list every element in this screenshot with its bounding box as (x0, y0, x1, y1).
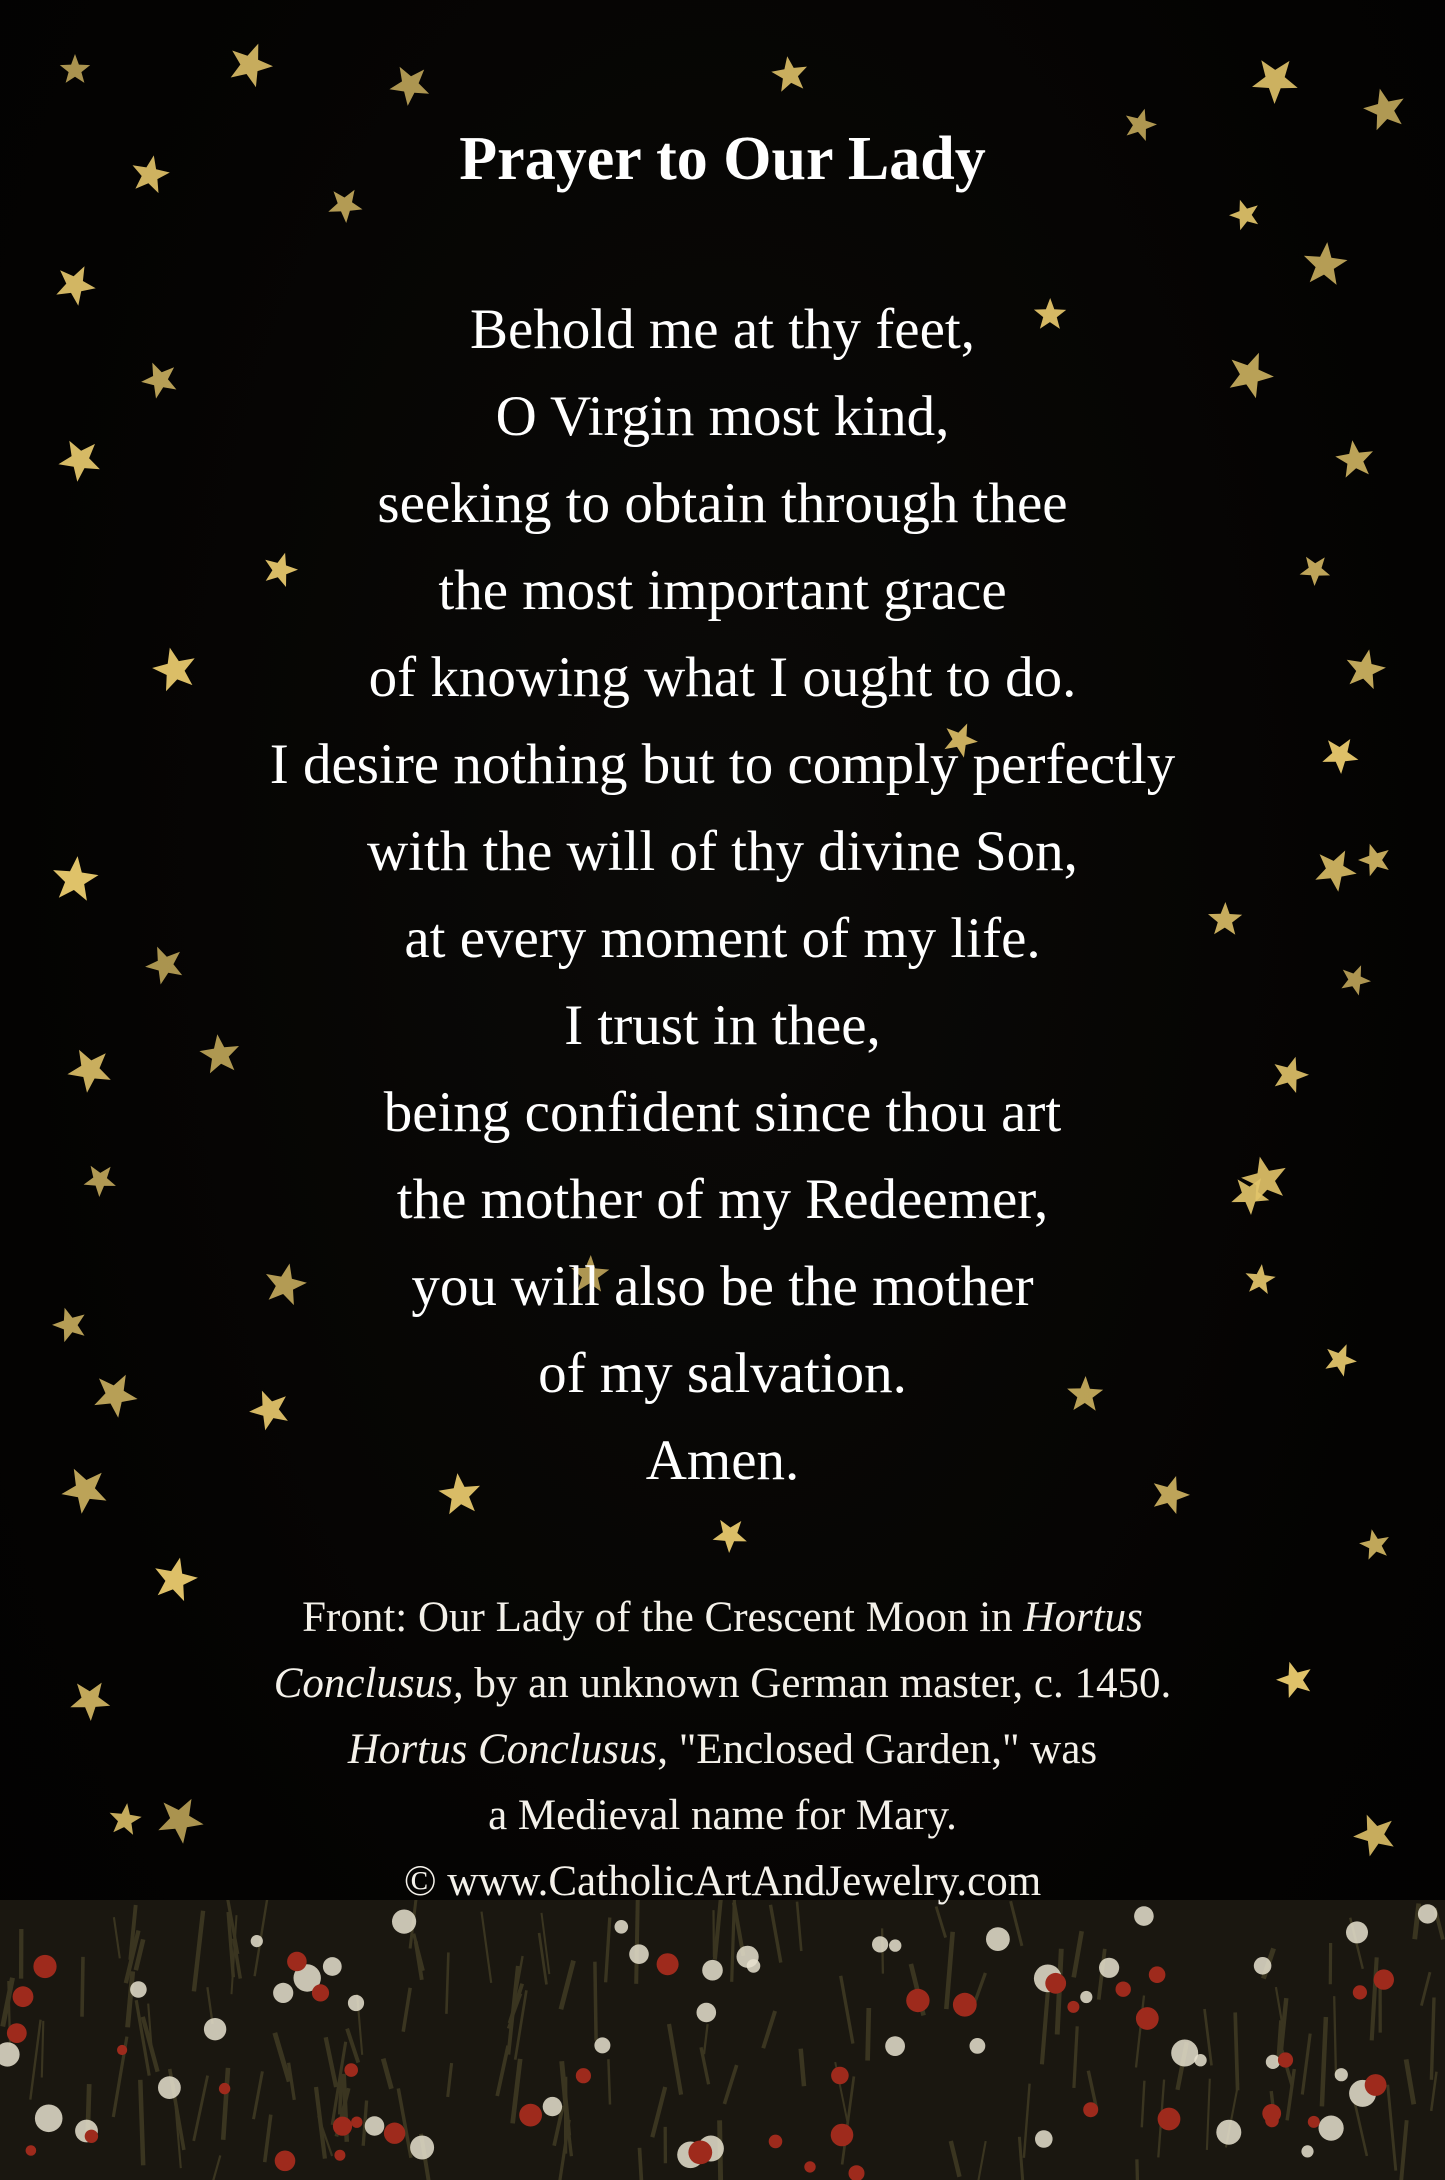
red-flower (344, 2063, 358, 2077)
star-decoration (1359, 1529, 1389, 1559)
red-flower (953, 1993, 977, 2017)
foliage-leaf (82, 1957, 83, 2017)
white-flower (970, 2038, 986, 2054)
white-flower (615, 1920, 629, 1934)
foliage-leaf (595, 1962, 596, 2041)
caption-text: Front: Our Lady of the Crescent Moon in (302, 1594, 1024, 1641)
garden-foliage-band (0, 1900, 1445, 2180)
red-flower (831, 2124, 854, 2147)
caption-line (0, 1651, 1445, 1717)
copyright-text: © www.CatholicArtAndJewelry.com (403, 1858, 1042, 1905)
image-caption (0, 1585, 1445, 1915)
red-flower (1116, 1982, 1131, 1997)
white-flower (1254, 1957, 1272, 1975)
prayer-line: being confident since thou art (383, 1081, 1062, 1144)
white-flower (273, 1983, 293, 2003)
white-flower (594, 2037, 610, 2053)
red-flower (1353, 1985, 1367, 1999)
red-flower (219, 2083, 230, 2094)
white-flower (158, 2076, 181, 2099)
page-title: Prayer to Our Lady (459, 125, 986, 193)
red-flower (1158, 2108, 1181, 2131)
white-flower (1035, 2130, 1053, 2148)
red-flower (85, 2130, 98, 2143)
white-flower (889, 1939, 901, 1951)
red-flower (1045, 1973, 1066, 1994)
prayer-line: the most important grace (438, 559, 1007, 622)
red-flower (333, 2117, 352, 2136)
red-flower (7, 2023, 27, 2043)
white-flower (1301, 2145, 1313, 2157)
white-flower (737, 1946, 759, 1968)
prayer-line: I trust in thee, (564, 994, 881, 1057)
white-flower (1216, 2120, 1241, 2145)
caption-italic-text: Hortus Conclusus (347, 1726, 658, 1773)
red-flower (1262, 2104, 1281, 2123)
white-flower (702, 1960, 723, 1981)
foliage-leaf (868, 2008, 869, 2061)
star-decoration (1363, 89, 1404, 131)
white-flower (1080, 1991, 1092, 2003)
red-flower (1374, 1969, 1394, 1989)
white-flower (1335, 2068, 1348, 2081)
foliage-leaf (608, 2059, 610, 2104)
star-decoration (1304, 242, 1348, 285)
foliage-leaf (42, 2021, 44, 2078)
red-flower (13, 1986, 34, 2007)
red-flower (519, 2104, 542, 2127)
prayer-line: of knowing what I ought to do. (368, 646, 1077, 709)
red-flower (117, 2045, 127, 2055)
caption-text: by an unknown German master, c. 1450. (463, 1660, 1172, 1707)
red-flower (1083, 2102, 1098, 2117)
foliage-leaf (1235, 2012, 1237, 2090)
white-flower (410, 2136, 434, 2160)
red-flower (334, 2150, 345, 2161)
star-decoration (328, 190, 362, 223)
caption-line (0, 1783, 1445, 1849)
white-flower (251, 1935, 263, 1947)
foliage-leaf (1137, 2159, 1138, 2180)
red-flower (1067, 2001, 1079, 2013)
star-decoration (771, 56, 807, 92)
caption-italic-text: Conclusus, (273, 1660, 464, 1707)
red-flower (1278, 2052, 1293, 2067)
white-flower (1266, 2055, 1280, 2069)
star-decoration (713, 1520, 747, 1553)
red-flower (906, 1989, 929, 2012)
caption-line (0, 1585, 1445, 1651)
prayer-line: O Virgin most kind, (495, 385, 950, 448)
red-flower (312, 1984, 329, 2001)
red-flower (26, 2145, 37, 2156)
prayer-line-amen: Amen. (645, 1429, 800, 1492)
red-flower (1149, 1966, 1166, 1983)
prayer-line: I desire nothing but to comply perfectly (269, 733, 1176, 796)
prayer-line: of my salvation. (538, 1342, 907, 1405)
red-flower (287, 1952, 307, 1972)
white-flower (1319, 2116, 1344, 2141)
star-decoration (1252, 60, 1298, 104)
prayer-line: Behold me at thy feet, (470, 298, 975, 361)
white-flower (1171, 2040, 1198, 2067)
red-flower (657, 1953, 679, 1975)
red-flower (1365, 2074, 1387, 2096)
star-decoration (389, 67, 429, 106)
white-flower (323, 1957, 342, 1976)
prayer-line: with the will of thy divine Son, (367, 820, 1078, 883)
red-flower (351, 2117, 362, 2128)
white-flower (204, 2018, 226, 2040)
red-flower (384, 2123, 405, 2144)
caption-italic-text: Hortus (1023, 1594, 1143, 1641)
prayer-line: you will also be the mother (411, 1255, 1034, 1318)
white-flower (543, 2097, 562, 2116)
red-flower (33, 1955, 56, 1978)
red-flower (831, 2067, 849, 2085)
red-flower (576, 2068, 591, 2083)
star-decoration (231, 44, 273, 88)
red-flower (769, 2135, 783, 2149)
star-decoration (60, 54, 90, 83)
red-flower (1308, 2116, 1320, 2128)
white-flower (35, 2105, 63, 2133)
red-flower (1136, 2007, 1159, 2030)
foliage-leaf (140, 2080, 143, 2166)
caption-text: , "Enclosed Garden," was (657, 1726, 1098, 1773)
red-flower (804, 2161, 815, 2172)
white-flower (365, 2116, 385, 2136)
caption-line (0, 1717, 1445, 1783)
caption-text: a Medieval name for Mary. (488, 1792, 957, 1839)
red-flower (275, 2151, 296, 2172)
white-flower (1099, 1958, 1119, 1978)
caption-copyright (0, 1849, 1445, 1915)
white-flower (872, 1936, 888, 1952)
prayer-line: at every moment of my life. (404, 907, 1041, 970)
prayer-line: the mother of my Redeemer, (396, 1168, 1049, 1231)
prayer-line: seeking to obtain through thee (377, 472, 1068, 535)
white-flower (1346, 1921, 1368, 1943)
white-flower (130, 1981, 147, 1998)
prayer-text (0, 286, 1445, 1504)
white-flower (629, 1944, 649, 1964)
foliage-leaf (640, 2148, 642, 2180)
star-decoration (1229, 200, 1258, 231)
white-flower (348, 1995, 364, 2011)
white-flower (697, 2003, 717, 2023)
red-flower (688, 2141, 712, 2165)
white-flower (885, 2036, 905, 2056)
white-flower (986, 1927, 1010, 1951)
